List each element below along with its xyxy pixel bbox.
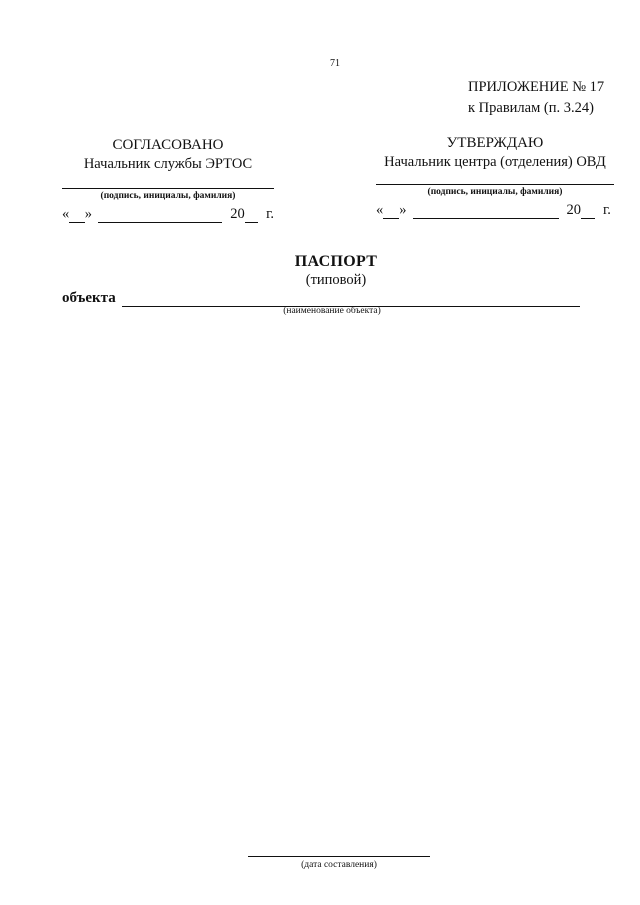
approved-quote-close: » xyxy=(399,202,407,218)
agreed-position: Начальник службы ЭРТОС xyxy=(83,156,253,172)
object-row xyxy=(62,290,580,307)
agreed-quote-close: » xyxy=(84,206,93,222)
approved-signature-caption: (подпись, инициалы, фамилия) xyxy=(427,187,563,197)
appendix-reference: к Правилам (п. 3.24) xyxy=(468,100,594,116)
approved-position: Начальник центра (отделения) ОВД xyxy=(384,154,606,170)
page-number: 71 xyxy=(330,58,340,69)
approved-date-row xyxy=(376,201,614,219)
agreed-heading: СОГЛАСОВАНО xyxy=(112,137,224,153)
agreed-signature-line xyxy=(62,188,274,189)
approved-quote-open: « xyxy=(376,202,384,218)
document-title: ПАСПОРТ xyxy=(294,253,378,270)
approved-year-suffix: г. xyxy=(603,202,611,218)
appendix-title: ПРИЛОЖЕНИЕ № 17 xyxy=(468,79,605,95)
approved-month-blank xyxy=(413,206,559,219)
object-label: объекта xyxy=(62,290,116,306)
agreed-signature-caption: (подпись, инициалы, фамилия) xyxy=(100,191,236,201)
agreed-year-blank xyxy=(245,210,259,223)
agreed-date-row xyxy=(62,205,274,223)
approved-block xyxy=(376,134,614,219)
approved-signature-line xyxy=(376,184,614,185)
approved-year-prefix: 20 xyxy=(566,202,581,218)
agreed-block xyxy=(62,136,274,223)
document-subtitle: (типовой) xyxy=(305,272,367,288)
compilation-date-caption: (дата составления) xyxy=(301,860,377,870)
agreed-quote-open: « xyxy=(62,206,70,222)
agreed-day-blank xyxy=(69,210,85,223)
object-caption: (наименование объекта) xyxy=(283,306,381,316)
approved-heading: УТВЕРЖДАЮ xyxy=(446,135,544,151)
approved-year-blank xyxy=(581,206,595,219)
agreed-year-suffix: г. xyxy=(266,206,274,222)
agreed-year-prefix: 20 xyxy=(230,206,245,222)
object-name-line xyxy=(122,293,580,307)
agreed-month-blank xyxy=(98,210,222,223)
approved-day-blank xyxy=(383,206,399,219)
compilation-date-line xyxy=(248,856,430,857)
